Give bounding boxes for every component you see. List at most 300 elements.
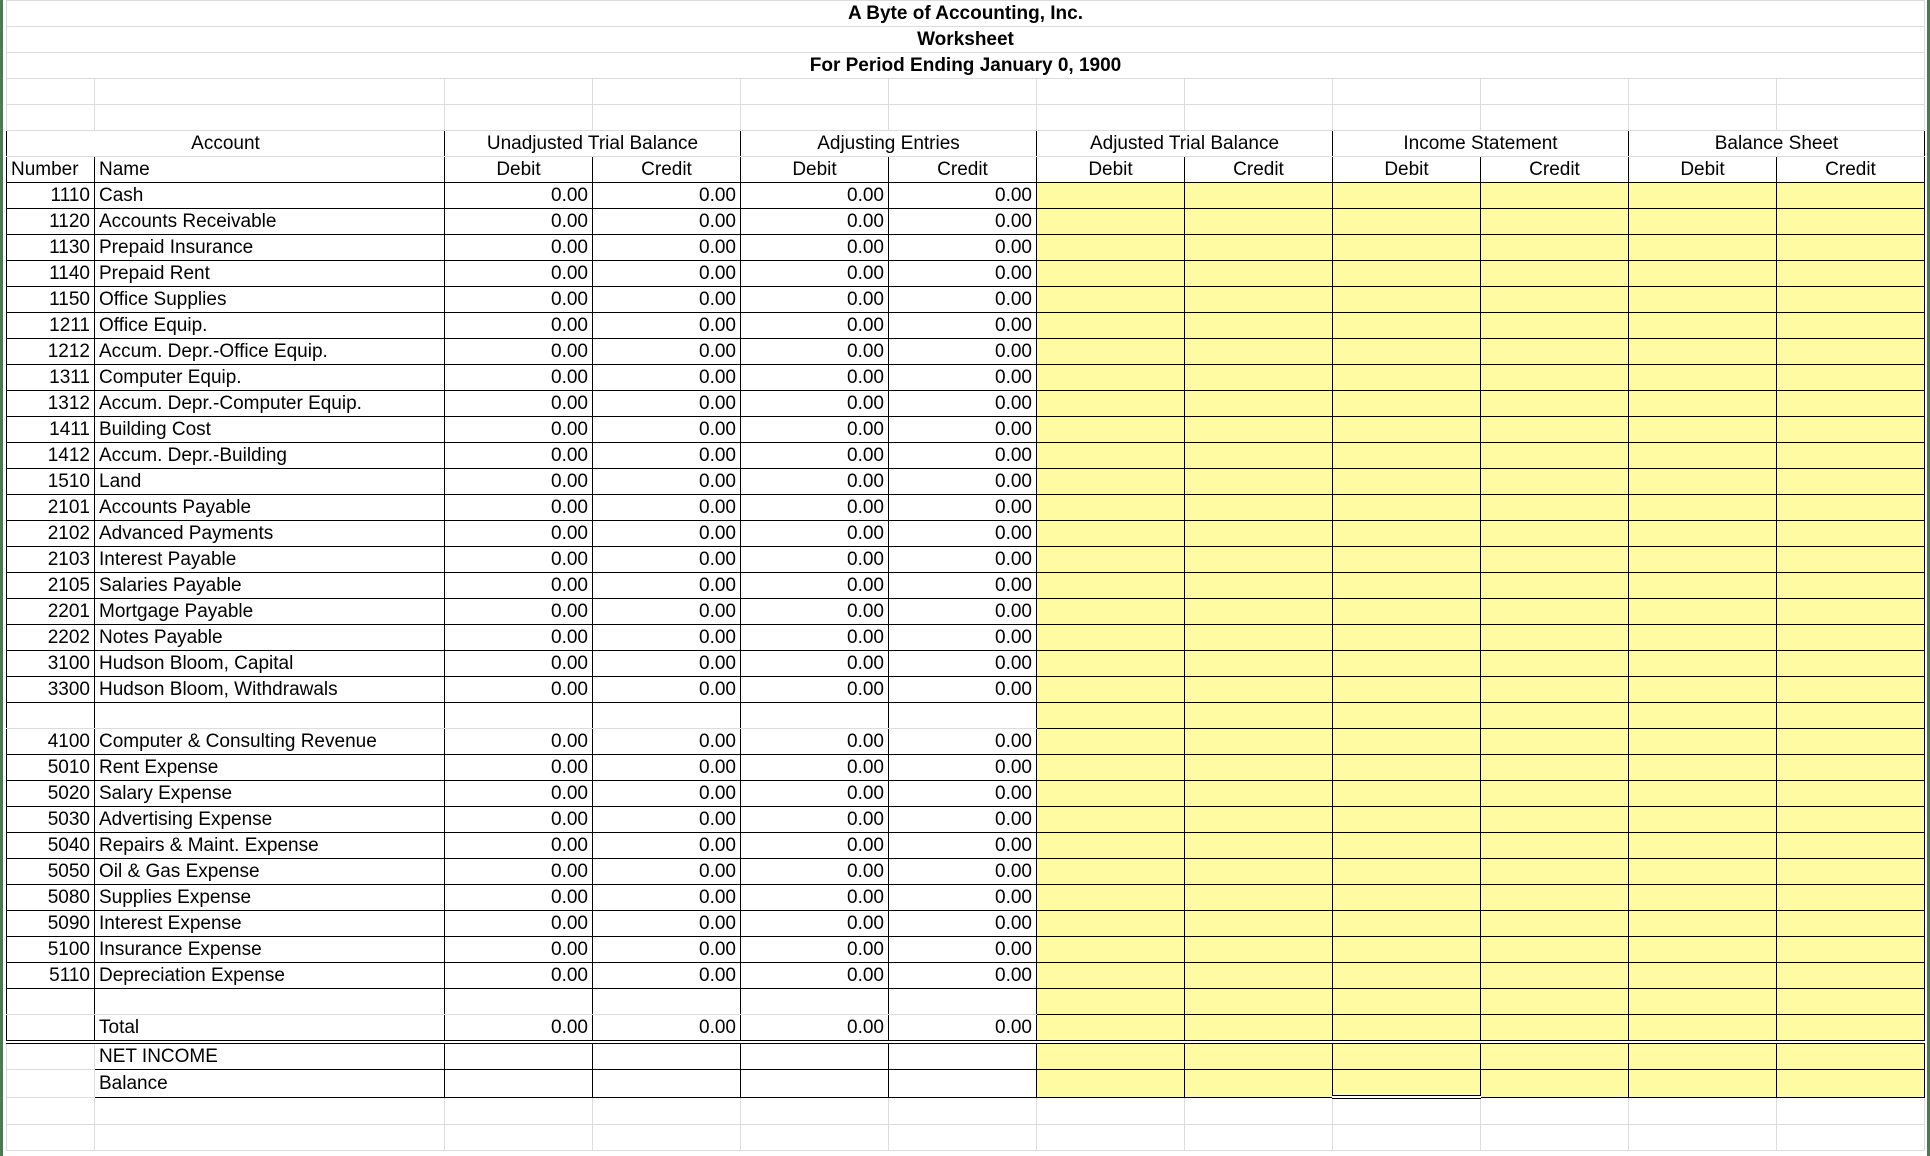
balance-credit[interactable] bbox=[1777, 859, 1925, 885]
balance-credit[interactable] bbox=[1777, 651, 1925, 677]
adjusting-credit[interactable]: 0.00 bbox=[889, 547, 1037, 573]
account-number[interactable]: 4100 bbox=[7, 729, 95, 755]
account-number[interactable]: 2202 bbox=[7, 625, 95, 651]
adjusting-debit[interactable]: 0.00 bbox=[741, 573, 889, 599]
adjusting-credit[interactable]: 0.00 bbox=[889, 313, 1037, 339]
unadjusted-debit[interactable]: 0.00 bbox=[445, 391, 593, 417]
blank-cell[interactable] bbox=[1777, 989, 1925, 1015]
income-debit[interactable] bbox=[1333, 261, 1481, 287]
adjusting-credit[interactable]: 0.00 bbox=[889, 521, 1037, 547]
empty-cell[interactable] bbox=[95, 1125, 445, 1151]
income-debit[interactable] bbox=[1333, 391, 1481, 417]
adjusted-debit[interactable] bbox=[1037, 963, 1185, 989]
balance-debit[interactable] bbox=[1629, 365, 1777, 391]
balance-debit[interactable] bbox=[1629, 937, 1777, 963]
income-credit[interactable] bbox=[1481, 885, 1629, 911]
income-debit[interactable] bbox=[1333, 651, 1481, 677]
adjusted-credit[interactable] bbox=[1185, 261, 1333, 287]
net-income-yellow-cell[interactable] bbox=[1037, 1042, 1185, 1070]
account-name[interactable]: Depreciation Expense bbox=[95, 963, 445, 989]
account-number[interactable]: 5030 bbox=[7, 807, 95, 833]
unadjusted-credit[interactable]: 0.00 bbox=[593, 859, 741, 885]
balance-credit[interactable] bbox=[1777, 625, 1925, 651]
income-credit[interactable] bbox=[1481, 781, 1629, 807]
blank-cell[interactable] bbox=[741, 989, 889, 1015]
unadjusted-credit[interactable]: 0.00 bbox=[593, 781, 741, 807]
balance-credit[interactable] bbox=[1777, 469, 1925, 495]
unadjusted-credit[interactable]: 0.00 bbox=[593, 443, 741, 469]
adjusted-debit[interactable] bbox=[1037, 495, 1185, 521]
balance-credit[interactable] bbox=[1777, 235, 1925, 261]
account-name[interactable]: Prepaid Rent bbox=[95, 261, 445, 287]
net-income-yellow-cell[interactable] bbox=[1777, 1042, 1925, 1070]
balance-yellow-cell[interactable] bbox=[1037, 1070, 1185, 1098]
income-credit[interactable] bbox=[1481, 807, 1629, 833]
unadjusted-debit[interactable]: 0.00 bbox=[445, 443, 593, 469]
income-credit[interactable] bbox=[1481, 391, 1629, 417]
adjusting-debit[interactable]: 0.00 bbox=[741, 183, 889, 209]
account-number[interactable]: 5100 bbox=[7, 937, 95, 963]
unadjusted-debit[interactable]: 0.00 bbox=[445, 677, 593, 703]
adjusting-credit[interactable]: 0.00 bbox=[889, 755, 1037, 781]
adjusted-credit[interactable] bbox=[1185, 677, 1333, 703]
total-yellow-cell[interactable] bbox=[1629, 1015, 1777, 1043]
blank-cell[interactable] bbox=[593, 989, 741, 1015]
balance-cell[interactable] bbox=[445, 1070, 593, 1098]
balance-credit[interactable] bbox=[1777, 521, 1925, 547]
adjusting-debit[interactable]: 0.00 bbox=[741, 729, 889, 755]
account-name[interactable]: Accum. Depr.-Computer Equip. bbox=[95, 391, 445, 417]
account-number[interactable]: 1150 bbox=[7, 287, 95, 313]
income-debit[interactable] bbox=[1333, 209, 1481, 235]
balance-credit[interactable] bbox=[1777, 807, 1925, 833]
adjusted-debit[interactable] bbox=[1037, 521, 1185, 547]
adjusted-credit[interactable] bbox=[1185, 807, 1333, 833]
empty-cell[interactable] bbox=[1333, 1125, 1481, 1151]
adjusting-credit[interactable]: 0.00 bbox=[889, 469, 1037, 495]
account-name[interactable]: Office Equip. bbox=[95, 313, 445, 339]
unadjusted-credit[interactable]: 0.00 bbox=[593, 885, 741, 911]
blank-cell[interactable] bbox=[1333, 989, 1481, 1015]
unadjusted-credit[interactable]: 0.00 bbox=[593, 677, 741, 703]
empty-cell[interactable] bbox=[741, 1097, 889, 1125]
account-name[interactable]: Notes Payable bbox=[95, 625, 445, 651]
empty-cell[interactable] bbox=[1333, 1097, 1481, 1125]
account-number[interactable]: 5090 bbox=[7, 911, 95, 937]
adjusting-debit[interactable]: 0.00 bbox=[741, 443, 889, 469]
unadjusted-debit[interactable]: 0.00 bbox=[445, 859, 593, 885]
adjusting-debit[interactable]: 0.00 bbox=[741, 963, 889, 989]
adjusted-debit[interactable] bbox=[1037, 911, 1185, 937]
adjusted-credit[interactable] bbox=[1185, 651, 1333, 677]
adjusting-debit[interactable]: 0.00 bbox=[741, 287, 889, 313]
adjusting-debit[interactable]: 0.00 bbox=[741, 365, 889, 391]
adjusted-credit[interactable] bbox=[1185, 911, 1333, 937]
income-credit[interactable] bbox=[1481, 859, 1629, 885]
adjusted-credit[interactable] bbox=[1185, 859, 1333, 885]
adjusted-credit[interactable] bbox=[1185, 885, 1333, 911]
income-credit[interactable] bbox=[1481, 469, 1629, 495]
income-debit[interactable] bbox=[1333, 339, 1481, 365]
balance-credit[interactable] bbox=[1777, 547, 1925, 573]
unadjusted-debit[interactable]: 0.00 bbox=[445, 365, 593, 391]
adjusted-credit[interactable] bbox=[1185, 937, 1333, 963]
account-number[interactable]: 1120 bbox=[7, 209, 95, 235]
adjusted-debit[interactable] bbox=[1037, 235, 1185, 261]
adjusting-credit[interactable]: 0.00 bbox=[889, 417, 1037, 443]
unadjusted-debit[interactable]: 0.00 bbox=[445, 885, 593, 911]
income-credit[interactable] bbox=[1481, 833, 1629, 859]
income-credit[interactable] bbox=[1481, 729, 1629, 755]
account-name[interactable]: Insurance Expense bbox=[95, 937, 445, 963]
adjusting-credit[interactable]: 0.00 bbox=[889, 833, 1037, 859]
account-name[interactable]: Prepaid Insurance bbox=[95, 235, 445, 261]
unadjusted-credit[interactable]: 0.00 bbox=[593, 651, 741, 677]
empty-cell[interactable] bbox=[1777, 1125, 1925, 1151]
adjusting-credit[interactable]: 0.00 bbox=[889, 339, 1037, 365]
income-debit[interactable] bbox=[1333, 573, 1481, 599]
adjusted-credit[interactable] bbox=[1185, 365, 1333, 391]
unadjusted-credit[interactable]: 0.00 bbox=[593, 573, 741, 599]
income-debit[interactable] bbox=[1333, 963, 1481, 989]
unadjusted-credit[interactable]: 0.00 bbox=[593, 391, 741, 417]
net-income-cell[interactable] bbox=[593, 1042, 741, 1070]
balance-credit[interactable] bbox=[1777, 911, 1925, 937]
empty-cell[interactable] bbox=[95, 1097, 445, 1125]
balance-debit[interactable] bbox=[1629, 677, 1777, 703]
adjusted-debit[interactable] bbox=[1037, 287, 1185, 313]
balance-credit[interactable] bbox=[1777, 313, 1925, 339]
adjusting-credit[interactable]: 0.00 bbox=[889, 625, 1037, 651]
unadjusted-debit[interactable]: 0.00 bbox=[445, 573, 593, 599]
income-debit[interactable] bbox=[1333, 183, 1481, 209]
empty-cell[interactable] bbox=[1777, 1097, 1925, 1125]
unadjusted-credit[interactable]: 0.00 bbox=[593, 807, 741, 833]
adjusted-credit[interactable] bbox=[1185, 339, 1333, 365]
income-credit[interactable] bbox=[1481, 235, 1629, 261]
empty-cell[interactable] bbox=[889, 1097, 1037, 1125]
balance-debit[interactable] bbox=[1629, 495, 1777, 521]
adjusted-debit[interactable] bbox=[1037, 365, 1185, 391]
blank-cell[interactable] bbox=[1185, 989, 1333, 1015]
income-credit[interactable] bbox=[1481, 443, 1629, 469]
adjusting-credit[interactable]: 0.00 bbox=[889, 495, 1037, 521]
adjusting-credit[interactable]: 0.00 bbox=[889, 599, 1037, 625]
income-debit[interactable] bbox=[1333, 287, 1481, 313]
income-debit[interactable] bbox=[1333, 755, 1481, 781]
adjusted-debit[interactable] bbox=[1037, 677, 1185, 703]
unadjusted-credit[interactable]: 0.00 bbox=[593, 339, 741, 365]
adjusted-debit[interactable] bbox=[1037, 833, 1185, 859]
empty-cell[interactable] bbox=[1481, 1125, 1629, 1151]
income-credit[interactable] bbox=[1481, 547, 1629, 573]
balance-debit[interactable] bbox=[1629, 911, 1777, 937]
account-number[interactable]: 1312 bbox=[7, 391, 95, 417]
account-name[interactable]: Interest Payable bbox=[95, 547, 445, 573]
net-income-cell[interactable] bbox=[889, 1042, 1037, 1070]
adjusted-credit[interactable] bbox=[1185, 417, 1333, 443]
unadjusted-debit[interactable]: 0.00 bbox=[445, 911, 593, 937]
account-number[interactable]: 2201 bbox=[7, 599, 95, 625]
adjusted-credit[interactable] bbox=[1185, 781, 1333, 807]
empty-cell[interactable] bbox=[7, 1097, 95, 1125]
income-debit[interactable] bbox=[1333, 729, 1481, 755]
empty-cell[interactable] bbox=[1185, 1125, 1333, 1151]
unadjusted-credit[interactable]: 0.00 bbox=[593, 313, 741, 339]
adjusted-debit[interactable] bbox=[1037, 313, 1185, 339]
blank-cell[interactable] bbox=[95, 703, 445, 729]
balance-yellow-cell[interactable] bbox=[1185, 1070, 1333, 1098]
total-yellow-cell[interactable] bbox=[1185, 1015, 1333, 1043]
balance-credit[interactable] bbox=[1777, 495, 1925, 521]
balance-debit[interactable] bbox=[1629, 183, 1777, 209]
balance-credit[interactable] bbox=[1777, 391, 1925, 417]
adjusting-credit[interactable]: 0.00 bbox=[889, 235, 1037, 261]
balance-debit[interactable] bbox=[1629, 339, 1777, 365]
account-name[interactable]: Office Supplies bbox=[95, 287, 445, 313]
total-unadjusted-credit[interactable]: 0.00 bbox=[593, 1015, 741, 1043]
balance-yellow-cell[interactable] bbox=[1629, 1070, 1777, 1098]
account-number[interactable]: 1311 bbox=[7, 365, 95, 391]
balance-debit[interactable] bbox=[1629, 729, 1777, 755]
blank-cell[interactable] bbox=[593, 703, 741, 729]
balance-debit[interactable] bbox=[1629, 833, 1777, 859]
adjusting-credit[interactable]: 0.00 bbox=[889, 183, 1037, 209]
adjusting-debit[interactable]: 0.00 bbox=[741, 547, 889, 573]
adjusted-credit[interactable] bbox=[1185, 235, 1333, 261]
balance-debit[interactable] bbox=[1629, 313, 1777, 339]
adjusted-credit[interactable] bbox=[1185, 391, 1333, 417]
empty-cell[interactable] bbox=[1037, 1125, 1185, 1151]
account-number[interactable]: 1211 bbox=[7, 313, 95, 339]
adjusting-credit[interactable]: 0.00 bbox=[889, 937, 1037, 963]
adjusting-credit[interactable]: 0.00 bbox=[889, 885, 1037, 911]
unadjusted-debit[interactable]: 0.00 bbox=[445, 287, 593, 313]
unadjusted-debit[interactable]: 0.00 bbox=[445, 313, 593, 339]
adjusting-debit[interactable]: 0.00 bbox=[741, 599, 889, 625]
income-debit[interactable] bbox=[1333, 885, 1481, 911]
account-number[interactable]: 5040 bbox=[7, 833, 95, 859]
income-debit[interactable] bbox=[1333, 469, 1481, 495]
balance-debit[interactable] bbox=[1629, 521, 1777, 547]
income-debit[interactable] bbox=[1333, 235, 1481, 261]
income-credit[interactable] bbox=[1481, 651, 1629, 677]
adjusting-credit[interactable]: 0.00 bbox=[889, 729, 1037, 755]
balance-credit[interactable] bbox=[1777, 781, 1925, 807]
adjusting-debit[interactable]: 0.00 bbox=[741, 859, 889, 885]
account-name[interactable]: Salaries Payable bbox=[95, 573, 445, 599]
balance-credit[interactable] bbox=[1777, 209, 1925, 235]
unadjusted-credit[interactable]: 0.00 bbox=[593, 209, 741, 235]
net-income-yellow-cell[interactable] bbox=[1629, 1042, 1777, 1070]
adjusting-credit[interactable]: 0.00 bbox=[889, 651, 1037, 677]
blank-cell[interactable] bbox=[1629, 703, 1777, 729]
unadjusted-credit[interactable]: 0.00 bbox=[593, 495, 741, 521]
adjusting-debit[interactable]: 0.00 bbox=[741, 391, 889, 417]
account-name[interactable]: Repairs & Maint. Expense bbox=[95, 833, 445, 859]
adjusted-credit[interactable] bbox=[1185, 469, 1333, 495]
unadjusted-debit[interactable]: 0.00 bbox=[445, 209, 593, 235]
adjusted-debit[interactable] bbox=[1037, 807, 1185, 833]
net-income-number[interactable] bbox=[7, 1042, 95, 1070]
income-credit[interactable] bbox=[1481, 209, 1629, 235]
balance-credit[interactable] bbox=[1777, 573, 1925, 599]
blank-cell[interactable] bbox=[1481, 989, 1629, 1015]
unadjusted-credit[interactable]: 0.00 bbox=[593, 755, 741, 781]
adjusting-debit[interactable]: 0.00 bbox=[741, 911, 889, 937]
adjusting-debit[interactable]: 0.00 bbox=[741, 261, 889, 287]
net-income-yellow-cell[interactable] bbox=[1481, 1042, 1629, 1070]
empty-cell[interactable] bbox=[1481, 1097, 1629, 1125]
account-number[interactable]: 2101 bbox=[7, 495, 95, 521]
income-credit[interactable] bbox=[1481, 963, 1629, 989]
adjusted-debit[interactable] bbox=[1037, 183, 1185, 209]
account-name[interactable]: Advanced Payments bbox=[95, 521, 445, 547]
account-number[interactable]: 1412 bbox=[7, 443, 95, 469]
blank-cell[interactable] bbox=[1333, 703, 1481, 729]
unadjusted-debit[interactable]: 0.00 bbox=[445, 547, 593, 573]
account-name[interactable]: Accounts Payable bbox=[95, 495, 445, 521]
adjusted-credit[interactable] bbox=[1185, 963, 1333, 989]
unadjusted-credit[interactable]: 0.00 bbox=[593, 547, 741, 573]
adjusted-debit[interactable] bbox=[1037, 781, 1185, 807]
adjusted-debit[interactable] bbox=[1037, 651, 1185, 677]
balance-cell[interactable] bbox=[741, 1070, 889, 1098]
income-credit[interactable] bbox=[1481, 677, 1629, 703]
income-credit[interactable] bbox=[1481, 937, 1629, 963]
account-number[interactable]: 1130 bbox=[7, 235, 95, 261]
balance-debit[interactable] bbox=[1629, 625, 1777, 651]
account-name[interactable]: Accum. Depr.-Office Equip. bbox=[95, 339, 445, 365]
blank-cell[interactable] bbox=[1037, 703, 1185, 729]
balance-cell[interactable] bbox=[593, 1070, 741, 1098]
adjusting-credit[interactable]: 0.00 bbox=[889, 365, 1037, 391]
account-name[interactable]: Hudson Bloom, Withdrawals bbox=[95, 677, 445, 703]
income-debit[interactable] bbox=[1333, 911, 1481, 937]
account-number[interactable]: 1110 bbox=[7, 183, 95, 209]
unadjusted-credit[interactable]: 0.00 bbox=[593, 963, 741, 989]
adjusted-debit[interactable] bbox=[1037, 417, 1185, 443]
unadjusted-credit[interactable]: 0.00 bbox=[593, 183, 741, 209]
balance-debit[interactable] bbox=[1629, 209, 1777, 235]
adjusted-debit[interactable] bbox=[1037, 729, 1185, 755]
adjusting-credit[interactable]: 0.00 bbox=[889, 261, 1037, 287]
blank-cell[interactable] bbox=[1777, 703, 1925, 729]
balance-credit[interactable] bbox=[1777, 183, 1925, 209]
account-name[interactable]: Computer Equip. bbox=[95, 365, 445, 391]
empty-cell[interactable] bbox=[7, 1125, 95, 1151]
adjusting-debit[interactable]: 0.00 bbox=[741, 755, 889, 781]
income-credit[interactable] bbox=[1481, 521, 1629, 547]
adjusted-debit[interactable] bbox=[1037, 443, 1185, 469]
adjusted-debit[interactable] bbox=[1037, 261, 1185, 287]
adjusting-debit[interactable]: 0.00 bbox=[741, 209, 889, 235]
adjusting-credit[interactable]: 0.00 bbox=[889, 209, 1037, 235]
unadjusted-credit[interactable]: 0.00 bbox=[593, 469, 741, 495]
unadjusted-credit[interactable]: 0.00 bbox=[593, 833, 741, 859]
adjusted-credit[interactable] bbox=[1185, 443, 1333, 469]
adjusting-credit[interactable]: 0.00 bbox=[889, 911, 1037, 937]
balance-debit[interactable] bbox=[1629, 885, 1777, 911]
blank-cell[interactable] bbox=[445, 703, 593, 729]
income-credit[interactable] bbox=[1481, 755, 1629, 781]
adjusting-debit[interactable]: 0.00 bbox=[741, 937, 889, 963]
income-debit[interactable] bbox=[1333, 781, 1481, 807]
balance-credit[interactable] bbox=[1777, 937, 1925, 963]
adjusting-credit[interactable]: 0.00 bbox=[889, 859, 1037, 885]
balance-credit[interactable] bbox=[1777, 755, 1925, 781]
income-credit[interactable] bbox=[1481, 417, 1629, 443]
adjusted-credit[interactable] bbox=[1185, 755, 1333, 781]
empty-cell[interactable] bbox=[741, 1125, 889, 1151]
adjusted-credit[interactable] bbox=[1185, 547, 1333, 573]
unadjusted-credit[interactable]: 0.00 bbox=[593, 365, 741, 391]
unadjusted-credit[interactable]: 0.00 bbox=[593, 937, 741, 963]
empty-cell[interactable] bbox=[889, 1125, 1037, 1151]
income-debit[interactable] bbox=[1333, 365, 1481, 391]
balance-yellow-cell[interactable] bbox=[1333, 1070, 1481, 1098]
adjusting-debit[interactable]: 0.00 bbox=[741, 235, 889, 261]
adjusting-credit[interactable]: 0.00 bbox=[889, 807, 1037, 833]
adjusting-debit[interactable]: 0.00 bbox=[741, 833, 889, 859]
adjusted-credit[interactable] bbox=[1185, 313, 1333, 339]
adjusted-debit[interactable] bbox=[1037, 937, 1185, 963]
income-debit[interactable] bbox=[1333, 443, 1481, 469]
account-number[interactable]: 1510 bbox=[7, 469, 95, 495]
unadjusted-debit[interactable]: 0.00 bbox=[445, 807, 593, 833]
empty-cell[interactable] bbox=[593, 1125, 741, 1151]
unadjusted-debit[interactable]: 0.00 bbox=[445, 261, 593, 287]
income-debit[interactable] bbox=[1333, 677, 1481, 703]
unadjusted-debit[interactable]: 0.00 bbox=[445, 469, 593, 495]
adjusted-debit[interactable] bbox=[1037, 625, 1185, 651]
account-name[interactable]: Advertising Expense bbox=[95, 807, 445, 833]
balance-debit[interactable] bbox=[1629, 417, 1777, 443]
account-name[interactable]: Oil & Gas Expense bbox=[95, 859, 445, 885]
income-debit[interactable] bbox=[1333, 599, 1481, 625]
balance-debit[interactable] bbox=[1629, 807, 1777, 833]
unadjusted-credit[interactable]: 0.00 bbox=[593, 235, 741, 261]
unadjusted-debit[interactable]: 0.00 bbox=[445, 937, 593, 963]
adjusting-credit[interactable]: 0.00 bbox=[889, 677, 1037, 703]
balance-yellow-cell[interactable] bbox=[1777, 1070, 1925, 1098]
adjusting-debit[interactable]: 0.00 bbox=[741, 469, 889, 495]
adjusting-credit[interactable]: 0.00 bbox=[889, 963, 1037, 989]
adjusting-credit[interactable]: 0.00 bbox=[889, 391, 1037, 417]
total-adjusting-debit[interactable]: 0.00 bbox=[741, 1015, 889, 1043]
income-debit[interactable] bbox=[1333, 547, 1481, 573]
empty-cell[interactable] bbox=[593, 1097, 741, 1125]
account-number[interactable]: 3300 bbox=[7, 677, 95, 703]
total-yellow-cell[interactable] bbox=[1481, 1015, 1629, 1043]
account-number[interactable]: 5050 bbox=[7, 859, 95, 885]
unadjusted-debit[interactable]: 0.00 bbox=[445, 495, 593, 521]
net-income-yellow-cell[interactable] bbox=[1333, 1042, 1481, 1070]
unadjusted-debit[interactable]: 0.00 bbox=[445, 625, 593, 651]
income-credit[interactable] bbox=[1481, 911, 1629, 937]
blank-cell[interactable] bbox=[7, 989, 95, 1015]
adjusted-debit[interactable] bbox=[1037, 859, 1185, 885]
net-income-yellow-cell[interactable] bbox=[1185, 1042, 1333, 1070]
adjusted-debit[interactable] bbox=[1037, 547, 1185, 573]
unadjusted-credit[interactable]: 0.00 bbox=[593, 625, 741, 651]
balance-credit[interactable] bbox=[1777, 599, 1925, 625]
balance-credit[interactable] bbox=[1777, 885, 1925, 911]
balance-debit[interactable] bbox=[1629, 859, 1777, 885]
account-number[interactable]: 5010 bbox=[7, 755, 95, 781]
income-debit[interactable] bbox=[1333, 495, 1481, 521]
adjusted-credit[interactable] bbox=[1185, 495, 1333, 521]
